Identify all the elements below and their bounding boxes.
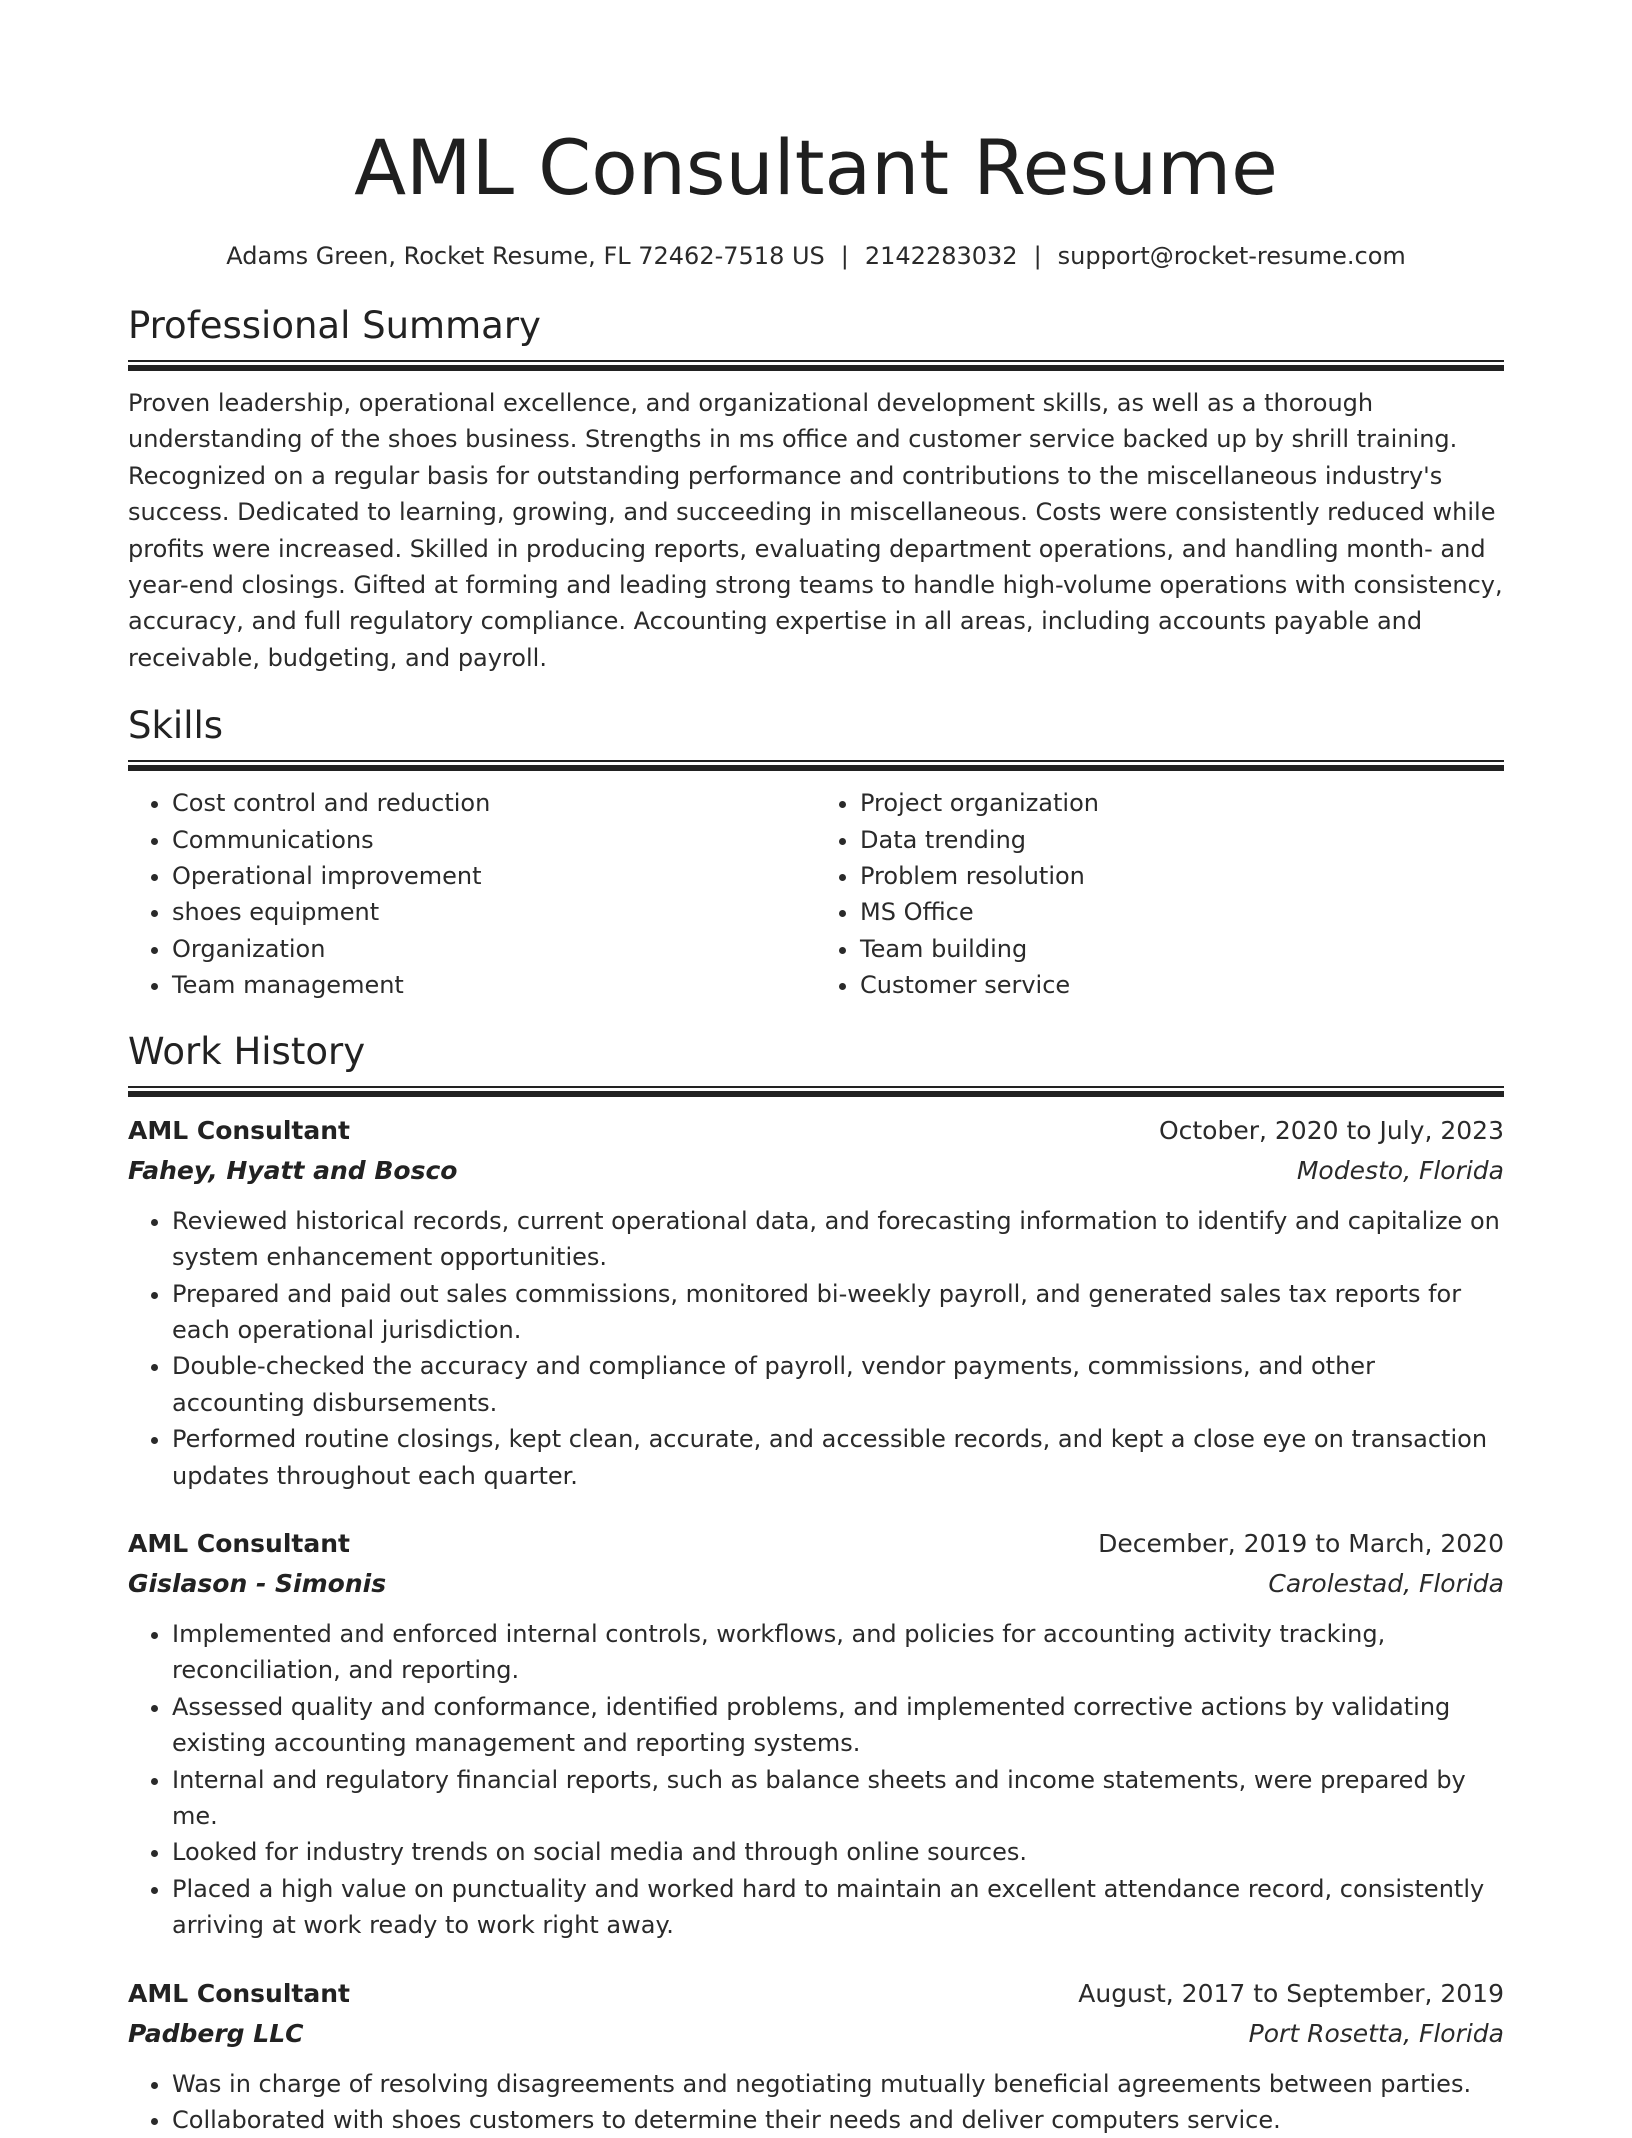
job-duties <box>128 1616 1504 1944</box>
job-title: AML Consultant <box>128 1528 350 1558</box>
job-location: Carolestad, Florida <box>1268 1568 1504 1598</box>
job-duties <box>128 2066 1504 2138</box>
job-duties <box>128 1203 1504 1494</box>
duty-item: • Internal and regulatory financial reports, such as balance sheets and income statements, were prepared by me. <box>172 1762 1504 1835</box>
job-title: AML Consultant <box>128 1978 350 2008</box>
job-entry <box>128 1974 1504 2138</box>
job-location: Modesto, Florida <box>1296 1155 1504 1185</box>
summary-text: Proven leadership, operational excellence, and organizational development skills, as well as a thorough understanding of the shoes business. Strengths in ms office and customer service backed up by shrill training. Recognized on a regular basis for outstanding performance and contributions to the miscellaneous industry's success. Dedicated to learning, growing, and succeeding in miscellaneous. Costs were consistently reduced while profits were increased. Skilled in producing reports, evaluating department operations, and handling month- and year-end closings. Gifted at forming and leading strong teams to handle high-volume operations with consistency, accuracy, and full regulatory compliance. Accounting expertise in all areas, including accounts payable and receivable, budgeting, and payroll. <box>128 389 1503 672</box>
duty-item: • Was in charge of resolving disagreements and negotiating mutually beneficial agreements between parties. <box>172 2066 1504 2102</box>
contact-address: Adams Green, Rocket Resume, FL 72462-7518 US <box>226 242 825 270</box>
job-dates: August, 2017 to September, 2019 <box>1078 1978 1504 2008</box>
contact-email: support@rocket-resume.com <box>1057 242 1406 270</box>
job-dates: October, 2020 to July, 2023 <box>1158 1115 1504 1145</box>
job-header <box>128 1524 1504 1564</box>
contact-separator: | <box>840 242 849 270</box>
section-title-work-history: Work History <box>128 1029 366 1073</box>
job-subheader <box>128 1151 1504 1191</box>
duty-item: • Prepared and paid out sales commissions, monitored bi-weekly payroll, and generated sales tax reports for each operational jurisdiction. <box>172 1276 1504 1349</box>
skill-item: • Communications <box>172 822 816 858</box>
skills-section <box>128 702 1504 1003</box>
skill-item: • shoes equipment <box>172 894 816 930</box>
job-entry <box>128 1524 1504 1944</box>
contact-line <box>128 240 1504 272</box>
work-history-section <box>128 1028 1504 2138</box>
section-divider <box>128 1086 1504 1097</box>
section-title-summary: Professional Summary <box>128 304 541 347</box>
skill-item: • Operational improvement <box>172 858 816 894</box>
skills-list-left <box>128 785 816 1003</box>
duty-item: • Collaborated with shoes customers to determine their needs and deliver computers service. <box>172 2102 1504 2138</box>
job-company: Fahey, Hyatt and Bosco <box>128 1155 458 1185</box>
job-subheader <box>128 1564 1504 1604</box>
duty-item: • Placed a high value on punctuality and worked hard to maintain an excellent attendance record, consistently arriving at work ready to work right away. <box>172 1871 1504 1944</box>
summary-section <box>128 302 1504 676</box>
skill-item: • Project organization <box>860 785 1504 821</box>
job-entry <box>128 1111 1504 1494</box>
job-company: Gislason - Simonis <box>128 1568 387 1598</box>
skill-item: • Organization <box>172 931 816 967</box>
section-title-skills: Skills <box>128 704 224 748</box>
skill-item: • Problem resolution <box>860 858 1504 894</box>
job-subheader <box>128 2014 1504 2054</box>
skills-list-right <box>816 785 1504 1003</box>
skill-item: • Customer service <box>860 967 1504 1003</box>
skill-item: • MS Office <box>860 894 1504 930</box>
skill-item: • Cost control and reduction <box>172 785 816 821</box>
job-location: Port Rosetta, Florida <box>1248 2018 1504 2048</box>
contact-separator: | <box>1033 242 1042 270</box>
contact-phone: 2142283032 <box>864 242 1018 270</box>
skill-item: • Team building <box>860 931 1504 967</box>
duty-item: • Assessed quality and conformance, identified problems, and implemented corrective actions by validating existing accounting management and reporting systems. <box>172 1689 1504 1762</box>
job-company: Padberg LLC <box>128 2018 304 2048</box>
job-dates: December, 2019 to March, 2020 <box>1098 1528 1504 1558</box>
skills-columns <box>128 785 1504 1003</box>
skill-item: • Data trending <box>860 822 1504 858</box>
job-title: AML Consultant <box>128 1115 350 1145</box>
duty-item: • Looked for industry trends on social media and through online sources. <box>172 1834 1504 1870</box>
job-header <box>128 1111 1504 1151</box>
section-divider <box>128 760 1504 771</box>
job-header <box>128 1974 1504 2014</box>
duty-item: • Reviewed historical records, current operational data, and forecasting information to identify and capitalize on system enhancement opportunities. <box>172 1203 1504 1276</box>
duty-item: • Implemented and enforced internal controls, workflows, and policies for accounting activity tracking, reconciliation, and reporting. <box>172 1616 1504 1689</box>
duty-item: • Double-checked the accuracy and compliance of payroll, vendor payments, commissions, and other accounting disbursements. <box>172 1348 1504 1421</box>
duty-item: • Performed routine closings, kept clean, accurate, and accessible records, and kept a close eye on transaction updates throughout each quarter. <box>172 1421 1504 1494</box>
section-divider <box>128 360 1504 371</box>
skill-item: • Team management <box>172 967 816 1003</box>
resume-title: AML Consultant Resume <box>354 123 1278 212</box>
